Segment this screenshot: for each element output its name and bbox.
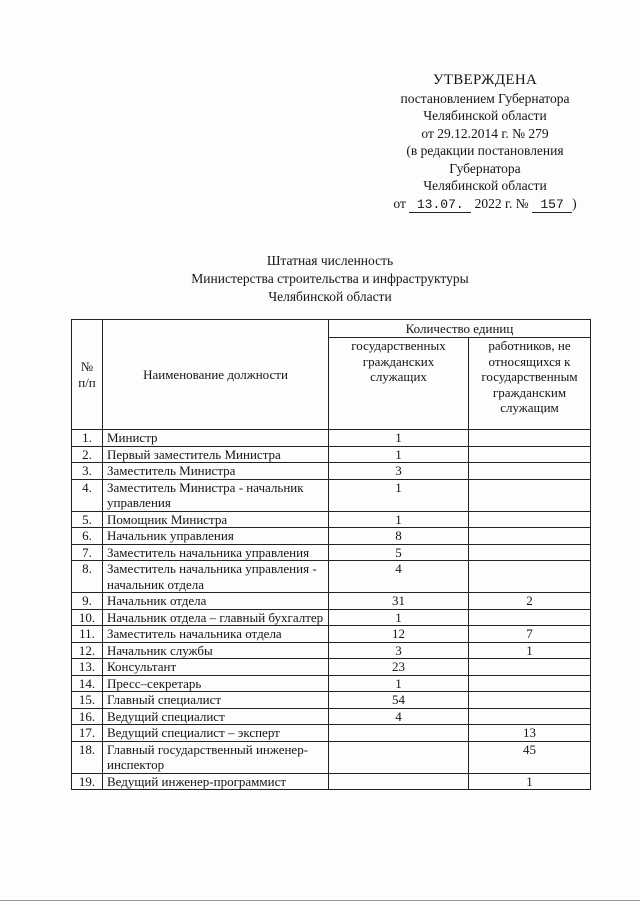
table-row (72, 528, 591, 545)
row-position: Помощник Министра (103, 511, 329, 528)
row-number: 13. (72, 659, 103, 676)
row-number: 12. (72, 642, 103, 659)
row-civil-count (329, 741, 469, 773)
table-row (72, 692, 591, 709)
row-other-count (469, 708, 591, 725)
row-civil-count: 1 (329, 430, 469, 447)
row-civil-count: 4 (329, 561, 469, 593)
table-row (72, 544, 591, 561)
row-other-count (469, 692, 591, 709)
row-number: 2. (72, 446, 103, 463)
row-position: Министр (103, 430, 329, 447)
row-number: 18. (72, 741, 103, 773)
row-other-count (469, 446, 591, 463)
table-row (72, 593, 591, 610)
row-civil-count: 8 (329, 528, 469, 545)
row-civil-count: 1 (329, 609, 469, 626)
row-position: Первый заместитель Министра (103, 446, 329, 463)
row-position: Заместитель начальника отдела (103, 626, 329, 643)
row-number: 19. (72, 773, 103, 790)
row-other-count (469, 479, 591, 511)
row-other-count (469, 463, 591, 480)
row-position: Ведущий специалист (103, 708, 329, 725)
row-other-count (469, 511, 591, 528)
row-number: 17. (72, 725, 103, 742)
approval-line: Челябинской области (423, 108, 547, 123)
row-position: Заместитель Министра - начальник управления (103, 479, 329, 511)
table-row (72, 675, 591, 692)
table-row (72, 626, 591, 643)
approval-from: от (393, 195, 406, 211)
table-row (72, 430, 591, 447)
row-civil-count: 1 (329, 511, 469, 528)
row-other-count (469, 609, 591, 626)
title-line: Челябинской области (268, 289, 392, 304)
row-number: 15. (72, 692, 103, 709)
row-number: 5. (72, 511, 103, 528)
title-line: Штатная численность (266, 253, 394, 268)
table-row (72, 463, 591, 480)
table-row (72, 446, 591, 463)
document-title (120, 252, 540, 306)
approval-number: 157 (532, 198, 572, 213)
table-row (72, 708, 591, 725)
row-other-count (469, 430, 591, 447)
row-position: Заместитель начальника управления (103, 544, 329, 561)
approval-line: постановлением Губернатора (400, 90, 570, 106)
row-civil-count: 5 (329, 544, 469, 561)
row-civil-count: 1 (329, 446, 469, 463)
row-civil-count (329, 725, 469, 742)
table-row (72, 741, 591, 773)
row-other-count: 45 (469, 741, 591, 773)
row-number: 10. (72, 609, 103, 626)
table-row (72, 659, 591, 676)
row-position: Начальник службы (103, 642, 329, 659)
row-other-count: 1 (469, 773, 591, 790)
row-civil-count: 12 (329, 626, 469, 643)
approval-line: Губернатора (449, 160, 521, 176)
row-other-count (469, 544, 591, 561)
header-num: № п/п (72, 320, 103, 430)
row-number: 9. (72, 593, 103, 610)
approval-heading: УТВЕРЖДЕНА (432, 72, 538, 88)
table-row (72, 773, 591, 790)
approval-date-line (380, 195, 590, 213)
row-position: Заместитель начальника управления - начальник отдела (103, 561, 329, 593)
staff-table (71, 319, 591, 790)
row-position: Главный государственный инженер-инспектор (103, 741, 329, 773)
approval-line: от 29.12.2014 г. № 279 (421, 125, 549, 141)
row-other-count (469, 561, 591, 593)
header-quantity: Количество единиц (329, 320, 591, 338)
row-civil-count: 54 (329, 692, 469, 709)
row-other-count: 1 (469, 642, 591, 659)
row-number: 3. (72, 463, 103, 480)
row-number: 8. (72, 561, 103, 593)
row-other-count (469, 528, 591, 545)
header-civil: государственных гражданских служащих (329, 338, 469, 430)
row-civil-count: 31 (329, 593, 469, 610)
row-civil-count: 3 (329, 642, 469, 659)
row-other-count (469, 675, 591, 692)
row-position: Ведущий специалист – эксперт (103, 725, 329, 742)
approval-date: 13.07. (409, 198, 471, 213)
table-row (72, 511, 591, 528)
row-other-count: 2 (469, 593, 591, 610)
row-number: 4. (72, 479, 103, 511)
row-civil-count: 23 (329, 659, 469, 676)
row-position: Начальник отдела – главный бухгалтер (103, 609, 329, 626)
approval-stamp (380, 72, 590, 213)
row-number: 7. (72, 544, 103, 561)
row-other-count: 7 (469, 626, 591, 643)
row-number: 1. (72, 430, 103, 447)
header-other: работников, не относящихся к государственным гражданским служащим (469, 338, 591, 430)
row-other-count (469, 659, 591, 676)
row-position: Начальник отдела (103, 593, 329, 610)
row-position: Консультант (103, 659, 329, 676)
row-number: 16. (72, 708, 103, 725)
row-position: Ведущий инженер-программист (103, 773, 329, 790)
approval-year: 2022 г. № (474, 195, 529, 211)
table-row (72, 479, 591, 511)
row-position: Заместитель Министра (103, 463, 329, 480)
row-civil-count (329, 773, 469, 790)
row-civil-count: 1 (329, 675, 469, 692)
row-civil-count: 1 (329, 479, 469, 511)
row-position: Начальник управления (103, 528, 329, 545)
row-number: 6. (72, 528, 103, 545)
table-row (72, 609, 591, 626)
table-row (72, 561, 591, 593)
row-civil-count: 3 (329, 463, 469, 480)
table-row (72, 725, 591, 742)
page-edge (0, 900, 640, 901)
row-position: Главный специалист (103, 692, 329, 709)
row-other-count: 13 (469, 725, 591, 742)
row-number: 14. (72, 675, 103, 692)
row-position: Пресс–секретарь (103, 675, 329, 692)
approval-line: (в редакции постановления (406, 143, 564, 158)
table-row (72, 642, 591, 659)
row-civil-count: 4 (329, 708, 469, 725)
title-line: Министерства строительства и инфраструктуры (191, 271, 469, 286)
header-name: Наименование должности (103, 320, 329, 430)
approval-close: ) (572, 195, 577, 211)
row-number: 11. (72, 626, 103, 643)
approval-line: Челябинской области (423, 178, 547, 193)
